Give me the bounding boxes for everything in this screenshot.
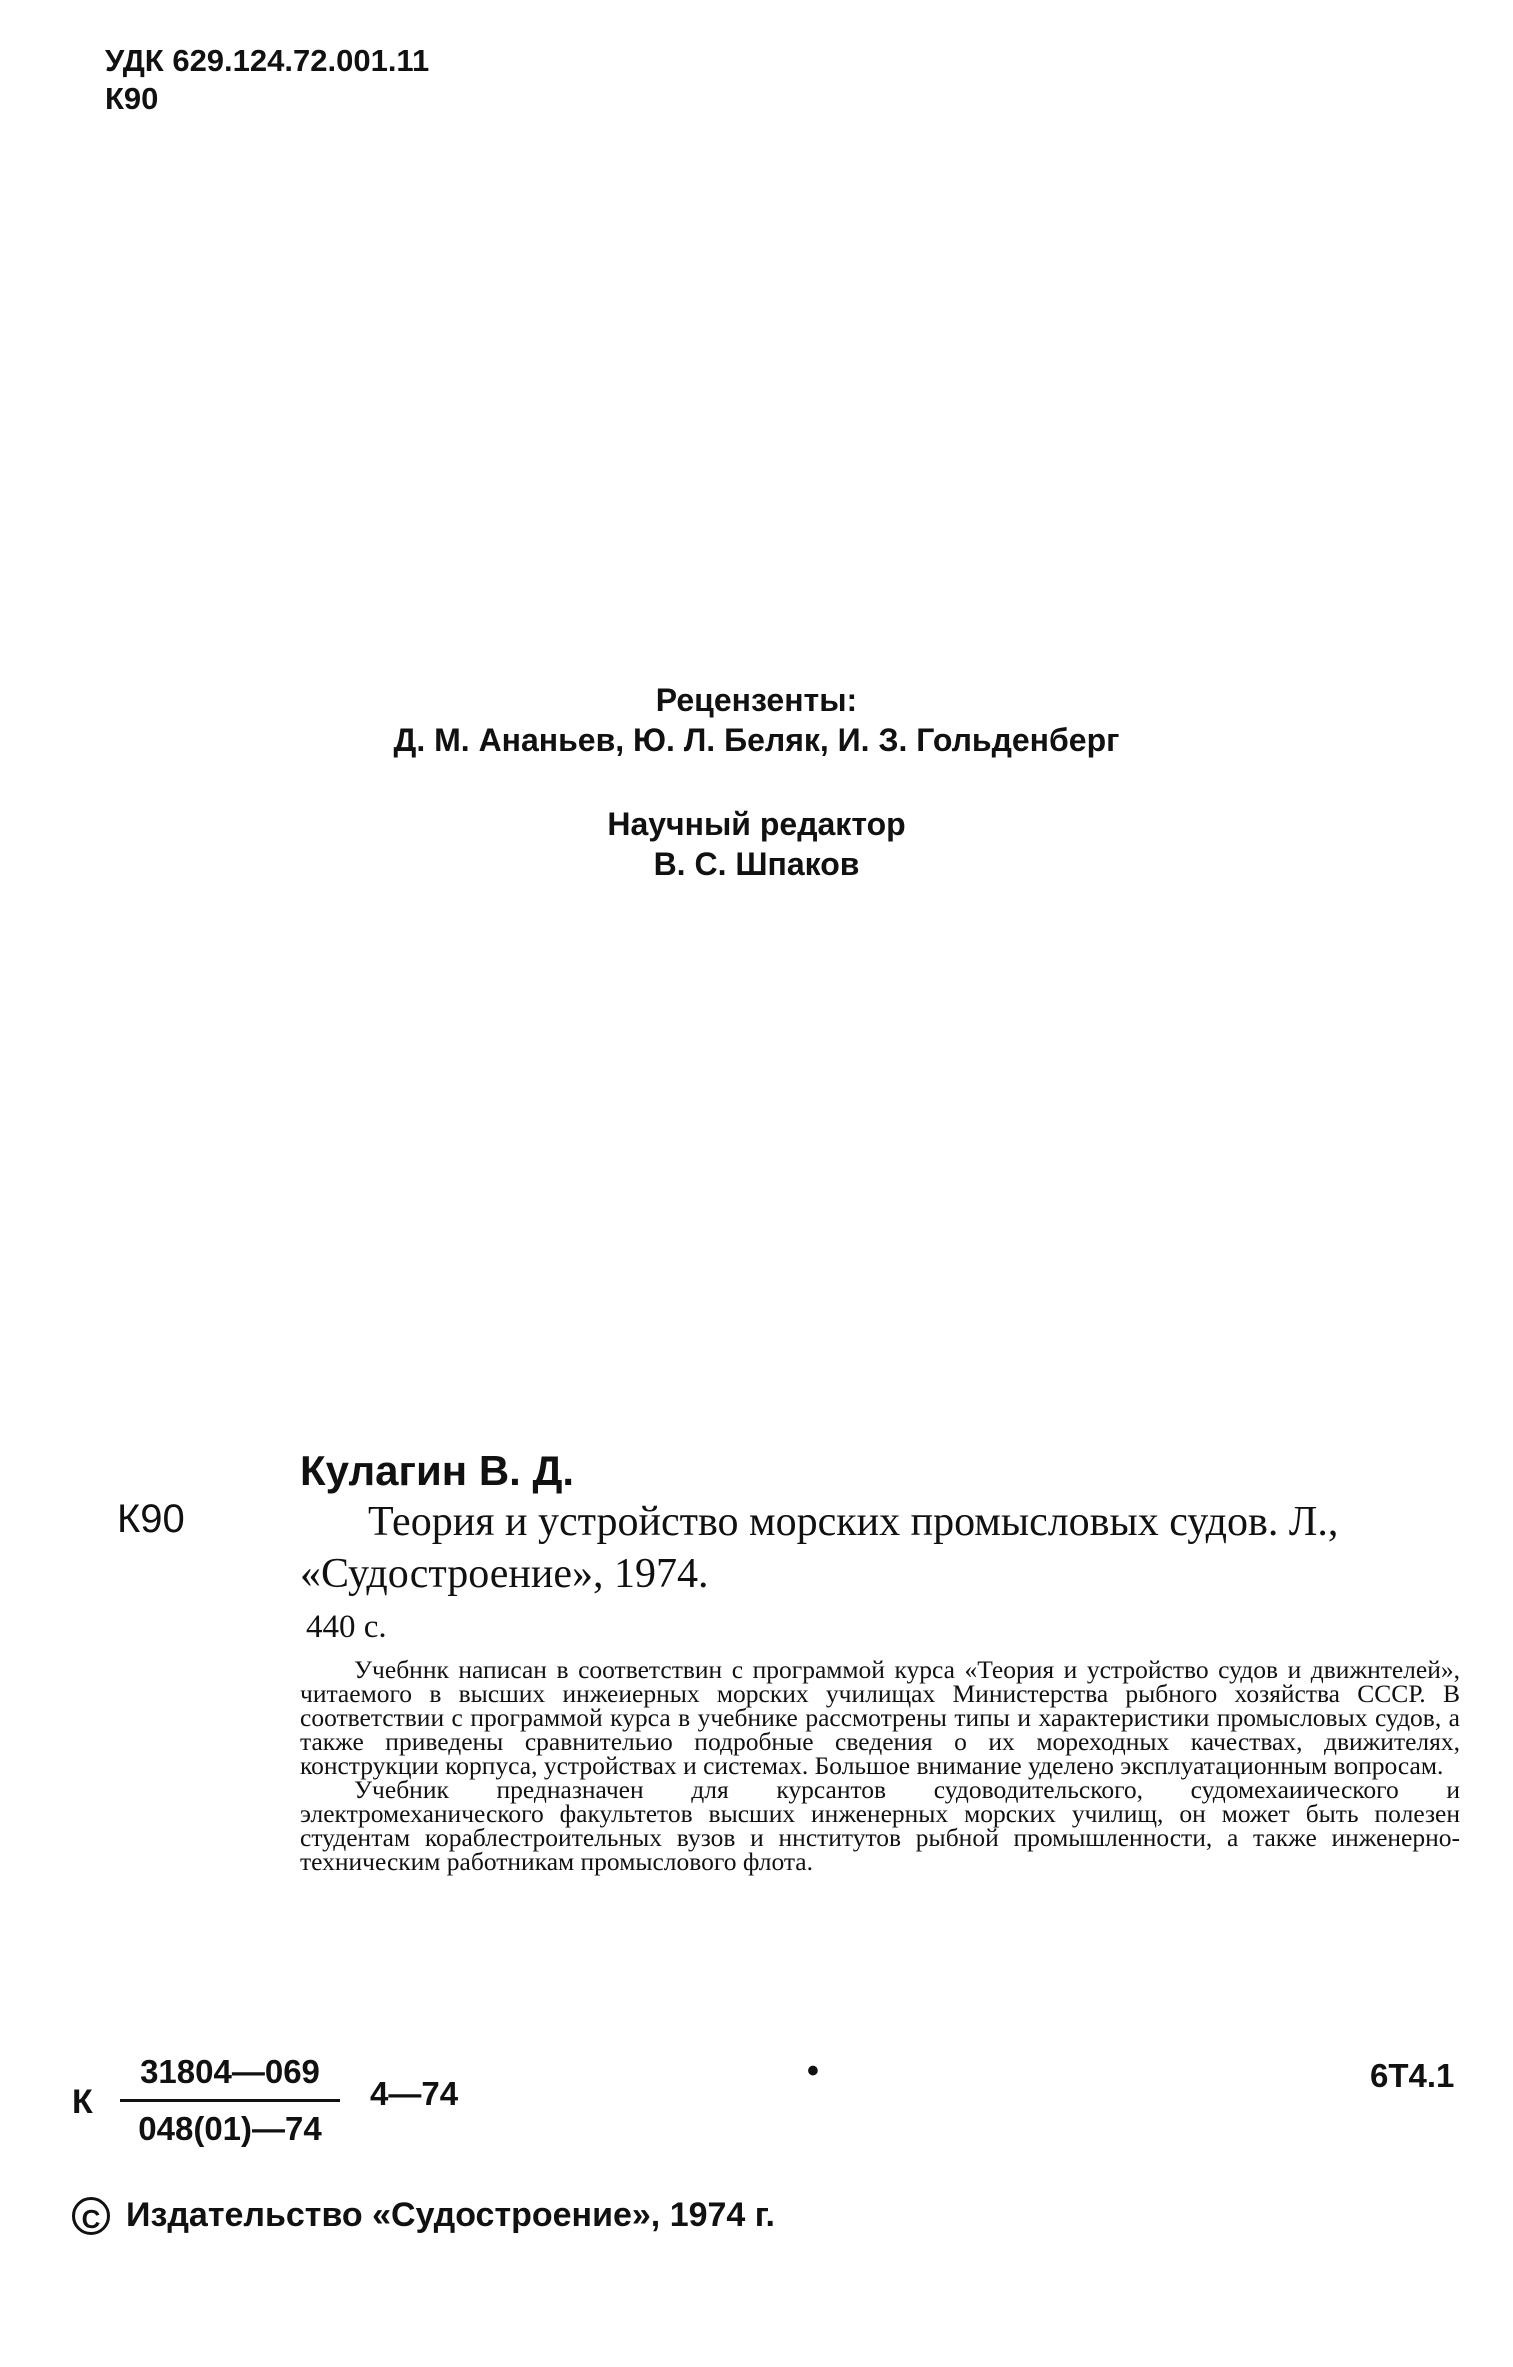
reviewers-label: Рецензенты: [655,682,858,718]
dot-mark: • [807,2052,819,2090]
page-count: 440 с. [306,1609,387,1645]
copyright-icon: C [72,2197,110,2235]
bbk-code: 6Т4.1 [1370,2057,1455,2094]
book-title-line-2: «Судостроение», 1974. [300,1551,709,1597]
book-title-line-1: Теория и устройство морских промысловых судов. Л., [368,1499,1339,1545]
reviewers-names: Д. М. Ананьев, Ю. Л. Беляк, И. З. Гольденберг [393,722,1120,758]
abstract [300,1655,1460,1876]
index-fraction [120,2053,340,2148]
editor-label: Научный редактор [607,806,906,842]
udk-code: УДК 629.124.72.001.11 [105,43,430,78]
author-name: Кулагин В. Д. [300,1447,575,1494]
copyright-line [72,2196,775,2235]
spacer [0,760,1513,804]
library-code: К90 [105,81,159,116]
catalog-code: К90 [117,1497,185,1541]
abstract-paragraph-2: Учебник предназначен для курсантов судоводительского, судомехаиического и электромеханического факультетов высших инженерных морских училищ, он может быть полезен студентам кораблестроительных вузов и ннститутов рыбной промышленности, а также инженерно-техническим работникам промыслового флота. [300,1775,1460,1876]
abstract-paragraph-1: Учебннк написан в соответствин с программой курса «Теория и устройство судов и движнтелей», читаемого в высших инжеиерных морских училищах Министерства рыбного хозяйства СССР. В соответствии с программой курса в учебнике рассмотрены типы и характеристики промысловых судов, а также приведены сравнительио подробные сведения о их мореходных качествах, движителях, конструкции корпуса, устройствах и системах. Большое внимание уделено эксплуатационным вопросам. [300,1655,1460,1780]
index-denominator: 048(01)—74 [138,2110,322,2147]
reviewers-block [0,680,1513,884]
udk-header [105,42,429,118]
index-numerator: 31804—069 [120,2053,340,2102]
index-suffix: 4—74 [370,2075,459,2112]
editor-name: В. С. Шпаков [653,846,860,882]
index-letter: К [72,2083,93,2121]
copyright-text: Издательство «Судостроение», 1974 г. [126,2196,775,2234]
